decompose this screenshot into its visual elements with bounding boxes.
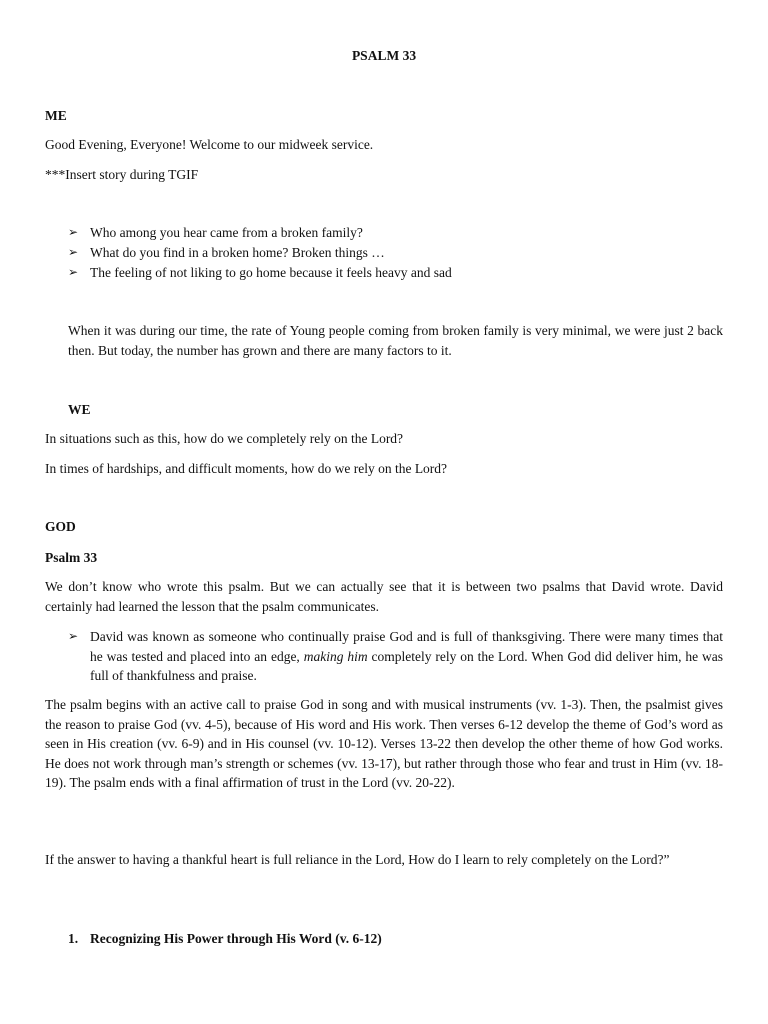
list-item	[68, 263, 723, 283]
arrow-bullet-icon: ➢	[68, 225, 79, 239]
reliance-question: If the answer to having a thankful heart is full reliance in the Lord, How do I learn to rely completely on the Lord?”	[45, 852, 670, 867]
list-item-text: Recognizing His Power through His Word (v. 6-12)	[90, 931, 382, 946]
bullet-text	[90, 627, 723, 686]
list-item	[68, 627, 723, 687]
we-question-1: In situations such as this, how do we completely rely on the Lord?	[45, 431, 404, 446]
greeting-line: Good Evening, Everyone! Welcome to our midweek service.	[45, 137, 374, 152]
bullet-text: The feeling of not liking to go home because it feels heavy and sad	[90, 265, 452, 280]
list-item	[68, 223, 723, 243]
heading-we: WE	[68, 402, 91, 417]
bullet-text-part-2: completely rely on the Lord. When God did deliver him, he was full of thankfulness and praise.	[90, 648, 724, 683]
story-note: ***Insert story during TGIF	[45, 167, 199, 182]
bullet-text-italic: making him	[303, 648, 368, 664]
list-number: 1.	[68, 931, 79, 946]
arrow-bullet-icon: ➢	[68, 265, 79, 279]
psalm-subheading: Psalm 33	[45, 550, 98, 565]
god-paragraph-1: We don’t know who wrote this psalm. But we can actually see that it is between two psalms that David wrote. David certainly had learned the lesson that the psalm communicates.	[45, 579, 723, 614]
bullet-text: Who among you hear came from a broken family?	[90, 225, 363, 240]
list-item	[68, 243, 723, 263]
god-paragraph-2: The psalm begins with an active call to praise God in song and with musical instruments (vv. 1-3). Then, the psalmist gives the reason to praise God (vv. 4-5), because of His word and His work. Then verses 6-12 develop the theme of God’s word as seen in His creation (vv. 6-9) and in His counsel (vv. 10-12). Verses 13-22 then develop the other theme of how God works. He does not work through man’s strength or schemes (vv. 13-17), but rather through those who fear and trust in Him (vv. 18-19). The psalm ends with a final affirmation of trust in the Lord (vv. 20-22).	[45, 697, 723, 790]
arrow-bullet-icon: ➢	[68, 245, 79, 259]
numbered-list-item	[68, 929, 723, 949]
me-paragraph: When it was during our time, the rate of Young people coming from broken family is very minimal, we were just 2 back then. But today, the number has grown and there are many factors to it.	[68, 323, 723, 358]
heading-me: ME	[45, 108, 67, 123]
bullet-text: What do you find in a broken home? Broken things …	[90, 245, 385, 260]
heading-god: GOD	[45, 519, 76, 534]
arrow-bullet-icon: ➢	[68, 629, 79, 643]
bullet-text-part-1: David was known as someone who continually praise God and is full of thanksgiving. There were many times that he was tested and placed into an edge,	[90, 629, 723, 664]
we-question-2: In times of hardships, and difficult moments, how do we rely on the Lord?	[45, 461, 448, 476]
document-title: PSALM 33	[351, 48, 417, 63]
